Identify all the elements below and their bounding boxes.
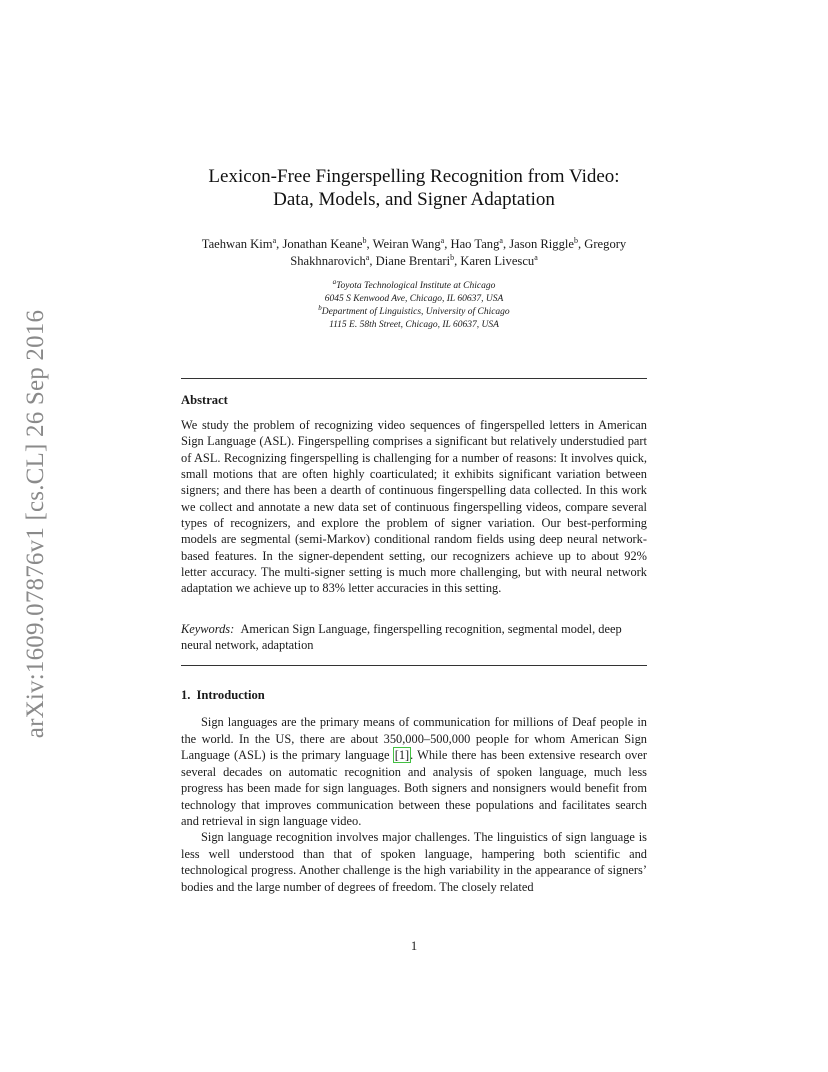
- affiliation-a-address: 6045 S Kenwood Ave, Chicago, IL 60637, USA: [324, 294, 504, 304]
- author-line-1: Taehwan Kim$^a$, Jonathan Keane$^b$, Weiran Wang$^a$, Hao Tang$^a$, Jason Riggle$^b$, Gregory: [201, 235, 627, 251]
- paragraph-text: Sign languages are the primary means of communication for millions of Deaf people in the world. In the US, there are about 350,000–500,000 people for whom American Sign Language (ASL) is the primary language: [181, 715, 647, 762]
- page-number: 1: [410, 939, 418, 953]
- arxiv-identifier[interactable]: arXiv:1609.07876v1 [cs.CL] 26 Sep 2016: [22, 309, 49, 739]
- abstract-text: We study the problem of recognizing video sequences of fingerspelled letters in American Sign Language (ASL). Fingerspelling comprises a significant but relatively understudied part of ASL. Recognizing fingerspelling is challenging for a number of reasons: It involves quick, small motions that are often highly coarticulated; it exhibits significant variation between signers; and there has been a dearth of continuous fingerspelling data collected. In this work we collect and annotate a new data set of continuous fingerspelling videos, compare several types of recognizers, and explore the problem of signer variation. Our best-performing models are segmental (semi-Markov) conditional random fields using deep neural network-based features. In the signer-dependent setting, our recognizers achieve up to about 92% letter accuracy. The multi-signer setting is much more challenging, but with neural network adaptation we achieve up to 83% letter accuracies in this setting.: [181, 418, 647, 596]
- section-title: Introduction: [196, 688, 265, 702]
- abstract-heading: Abstract: [181, 393, 228, 407]
- author-list: [165, 236, 663, 269]
- author-name: Taehwan Kim: [201, 237, 273, 251]
- author-name: Hao Tang: [450, 237, 500, 251]
- intro-paragraph-2: Sign language recognition involves major challenges. The linguistics of sign language is less well understood than that of spoken language, hampering both scientific and technological progress. Another challenge is the high variability in the appearance of signers’ bodies and the large number of degrees of freedom. The closely related: [181, 830, 647, 894]
- author-name-first-part: Gregory: [584, 237, 627, 251]
- affiliation-name: Toyota Technological Institute at Chicago: [336, 281, 496, 291]
- author-affiliation-mark: a: [440, 235, 445, 245]
- author-affiliation-mark: a: [365, 252, 370, 262]
- author-name: Jason Riggle: [509, 237, 574, 251]
- author-affiliation-mark: a: [499, 235, 503, 245]
- affiliation-mark: a: [332, 277, 337, 286]
- author-affiliation-mark: b: [362, 235, 367, 245]
- author-name: Weiran Wang: [372, 237, 441, 251]
- author-affiliation-mark: b: [573, 235, 578, 245]
- citation-link[interactable]: [1]: [394, 748, 410, 762]
- author-line-2: Shakhnarovich$^a$, Diane Brentari$^b$, Karen Livescu$^a$: [290, 252, 538, 268]
- author-affiliation-mark: b: [450, 252, 455, 262]
- affiliations: [230, 277, 598, 332]
- paragraph-text: . While there has been extensive research over several decades on automatic recognition and analysis of spoken language, much less progress has been made for sign languages. Both signers and nonsigners would benefit from technology that improves communication between these populations and facilitates search and retrieval in sign language video.: [181, 748, 647, 828]
- author-name: Jonathan Keane: [282, 237, 363, 251]
- affiliation-a-name: [230, 277, 598, 293]
- author-name: Diane Brentari: [375, 253, 451, 268]
- affiliation-mark: b: [318, 303, 322, 312]
- paper-title: [180, 165, 648, 211]
- keywords-text: American Sign Language, fingerspelling recognition, segmental model, deep neural network, adaptation: [181, 622, 622, 653]
- keywords-label: Keywords:: [181, 622, 235, 636]
- author-affiliation-mark: a: [272, 235, 277, 245]
- author-name: Karen Livescu: [460, 253, 535, 268]
- intro-paragraph-1: [181, 714, 647, 830]
- author-name-last-part: Shakhnarovich: [290, 253, 366, 268]
- title-line-2: Data, Models, and Signer Adaptation: [273, 189, 555, 210]
- author-affiliation-mark: a: [534, 252, 538, 262]
- affiliation-b-address: 1115 E. 58th Street, Chicago, IL 60637, USA: [329, 320, 499, 330]
- section-number: 1.: [181, 688, 191, 702]
- affiliation-b-name: [230, 303, 598, 319]
- section-heading: [181, 688, 265, 703]
- title-line-1: Lexicon-Free Fingerspelling Recognition from Video:: [208, 166, 620, 187]
- abstract-bottom-rule: [181, 665, 647, 666]
- keywords: [181, 621, 647, 654]
- abstract-top-rule: [181, 378, 647, 379]
- affiliation-name: Department of Linguistics, University of Chicago: [321, 307, 510, 317]
